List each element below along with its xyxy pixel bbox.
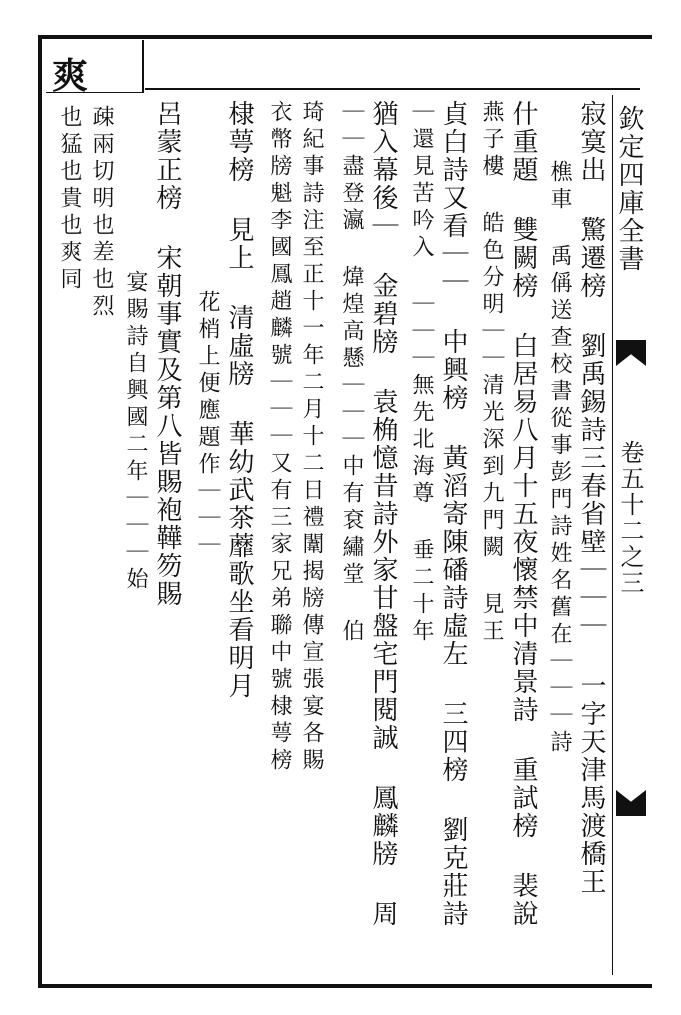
volume-label: 卷五十二之三 xyxy=(616,440,644,596)
text-column-2: 樵車 禹偁送查校書從事彭門詩姓名舊在｜｜｜詩 xyxy=(547,160,572,757)
text-column-8: ｜｜盡登瀛 煒煌高懸｜｜｜中有袞繡堂 伯 xyxy=(339,100,364,646)
text-column-16: 也猛也貴也爽同 xyxy=(57,105,82,294)
text-column-4: 燕子樓 皓色分明｜｜清光深到九門闕 見王 xyxy=(479,100,504,646)
text-column-15: 疎兩切明也差也烈 xyxy=(89,105,114,321)
text-column-9: 琦紀事詩注至正十一年二月十二日禮闈揭牓傳宣張宴各賜 xyxy=(299,100,324,775)
text-column-6: ｜還見苦吟入 ｜｜｜無先北海尊 垂二十年 xyxy=(409,100,434,646)
text-column-10: 衣幣牓魁李國鳳趙麟號｜｜｜又有三家兄弟聯中號棣萼榜 xyxy=(267,100,292,775)
text-column-11: 棣萼榜 見上 清虛牓 華幼武茶蘼歌坐看明月 xyxy=(224,100,254,700)
text-column-12: 花梢上便應題作｜｜｜ xyxy=(195,290,220,560)
text-column-5: 貞白詩又看｜｜ 中興榜 黃滔寄陳磻詩虛左 三四榜 劉克莊詩 xyxy=(438,100,468,928)
text-column-14: 宴賜詩自興國二年｜｜｜始 xyxy=(123,270,148,594)
text-column-3: 什重題 雙闕榜 白居易八月十五夜懷禁中清景詩 重試榜 裴說 xyxy=(508,100,538,928)
text-column-7: 猶入幕後｜ 金碧牓 袁桷憶昔詩外家甘盤宅門閱誠 鳳麟牓 周 xyxy=(368,100,398,928)
text-column-1: 寂寞出 驚遷榜 劉禹錫詩三春省壁｜｜｜ 一字天津馬渡橋王 xyxy=(576,100,606,896)
corner-headword: 爽 xyxy=(52,55,89,97)
book-title: 欽定四庫全書 xyxy=(614,105,644,273)
header-rule xyxy=(145,88,640,90)
text-column-13: 呂蒙正榜 宋朝事實及第八皆賜袍鞾笏賜 xyxy=(152,100,182,608)
